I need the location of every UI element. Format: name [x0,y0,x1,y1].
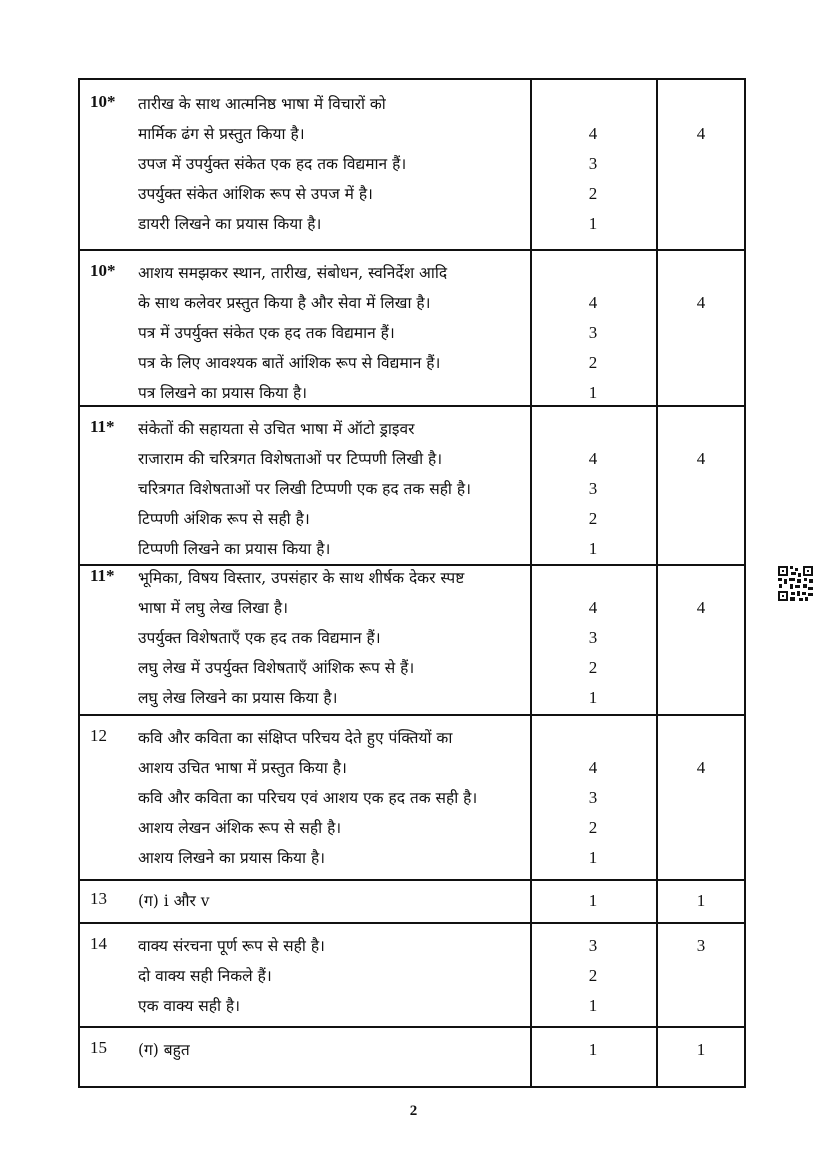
criteria-line: मार्मिक ढंग से प्रस्तुत किया है। [138,125,305,143]
mark-value: 4 [588,293,598,312]
table-row [80,564,744,714]
question-number: 11* [90,566,115,585]
page-number: 2 [409,1103,418,1119]
mark-value: 2 [588,966,598,985]
criteria-text [138,931,519,1021]
criteria-text [138,723,519,873]
criteria-line: के साथ कलेवर प्रस्तुत किया है और सेवा में लिखा है। [138,294,431,312]
criteria-text [138,1035,519,1065]
mark-value: 2 [588,184,598,203]
criteria-line: पत्र लिखने का प्रयास किया है। [138,384,308,402]
criteria-line: कवि और कविता का संक्षिप्त परिचय देते हुए पंक्तियों का [138,729,453,747]
table-row [80,922,744,1026]
criteria-line: राजाराम की चरित्रगत विशेषताओं पर टिप्पणी लिखी है। [138,450,443,468]
criteria-line: भूमिका, विषय विस्तार, उपसंहार के साथ शीर्षक देकर स्पष्ट [138,569,465,587]
marks-column [530,1035,656,1065]
question-number: 11* [90,417,115,436]
mark-value: 3 [588,936,598,955]
mark-value: 2 [588,509,598,528]
criteria-line: कवि और कविता का परिचय एवं आशय एक हद तक सही है। [138,789,478,807]
criteria-line: आशय लेखन अंशिक रूप से सही है। [138,819,342,837]
criteria-line: दो वाक्य सही निकले हैं। [138,967,272,985]
criteria-line: भाषा में लघु लेख लिखा है। [138,599,288,617]
marking-scheme-table [78,78,746,1088]
total-marks: 4 [696,293,706,312]
criteria-line: टिप्पणी अंशिक रूप से सही है। [138,510,310,528]
criteria-line: वाक्य संरचना पूर्ण रूप से सही है। [138,937,325,955]
mark-value: 4 [588,758,598,777]
mark-value: 1 [588,891,598,910]
mark-value: 1 [588,539,598,558]
total-marks: 3 [696,936,706,955]
mark-value: 1 [588,214,598,233]
mark-value: 3 [588,323,598,342]
question-number: 10* [90,92,116,111]
mark-value: 2 [588,818,598,837]
criteria-text [138,89,519,239]
marks-column [530,444,656,564]
criteria-text [138,414,519,564]
mark-value: 2 [588,353,598,372]
question-number: 10* [90,261,116,280]
qr-code-icon [777,565,814,602]
criteria-line: तारीख के साथ आत्मनिष्ठ भाषा में विचारों को [138,95,386,113]
criteria-line: (ग) बहुत [138,1041,190,1059]
table-row [80,80,744,249]
mark-value: 3 [588,788,598,807]
total-marks: 4 [696,449,706,468]
criteria-line: लघु लेख में उपर्युक्त विशेषताएँ आंशिक रूप से हैं। [138,659,415,677]
question-number: 12 [90,726,107,745]
marks-column [530,593,656,713]
marks-column [530,931,656,1021]
criteria-text [138,258,519,408]
mark-value: 1 [588,383,598,402]
criteria-line: उपज में उपर्युक्त संकेत एक हद तक विद्यमान हैं। [138,155,407,173]
criteria-line: आशय समझकर स्थान, तारीख, संबोधन, स्वनिर्देश आदि [138,264,448,282]
mark-value: 4 [588,124,598,143]
question-number: 15 [90,1038,107,1057]
criteria-line: टिप्पणी लिखने का प्रयास किया है। [138,540,331,558]
table-row [80,714,744,879]
total-marks: 1 [696,891,706,910]
criteria-line: लघु लेख लिखने का प्रयास किया है। [138,689,338,707]
criteria-line: पत्र में उपर्युक्त संकेत एक हद तक विद्यमान हैं। [138,324,395,342]
criteria-line: उपर्युक्त संकेत आंशिक रूप से उपज में है। [138,185,373,203]
mark-value: 3 [588,628,598,647]
criteria-line: उपर्युक्त विशेषताएँ एक हद तक विद्यमान हैं। [138,629,381,647]
table-row [80,1026,744,1090]
mark-value: 1 [588,688,598,707]
table-row [80,405,744,564]
total-marks: 1 [696,1040,706,1059]
table-row [80,879,744,922]
criteria-line: डायरी लिखने का प्रयास किया है। [138,215,322,233]
mark-value: 4 [588,598,598,617]
total-marks: 4 [696,758,706,777]
question-number: 13 [90,889,107,908]
criteria-line: संकेतों की सहायता से उचित भाषा में ऑटो ड्राइवर [138,420,415,438]
question-number: 14 [90,934,107,953]
total-marks: 4 [696,598,706,617]
criteria-line: एक वाक्य सही है। [138,997,240,1015]
mark-value: 1 [588,1040,598,1059]
mark-value: 1 [588,996,598,1015]
mark-value: 3 [588,154,598,173]
mark-value: 3 [588,479,598,498]
criteria-line: पत्र के लिए आवश्यक बातें आंशिक रूप से विद्यमान हैं। [138,354,441,372]
criteria-text [138,563,519,713]
criteria-line: आशय लिखने का प्रयास किया है। [138,849,326,867]
marks-column [530,119,656,239]
mark-value: 4 [588,449,598,468]
criteria-line: आशय उचित भाषा में प्रस्तुत किया है। [138,759,347,777]
marks-column [530,886,656,916]
total-marks: 4 [696,124,706,143]
mark-value: 2 [588,658,598,677]
criteria-line: (ग) i और v [138,892,210,910]
mark-value: 1 [588,848,598,867]
criteria-text [138,886,519,916]
marks-column [530,288,656,408]
table-row [80,249,744,405]
marks-column [530,753,656,873]
criteria-line: चरित्रगत विशेषताओं पर लिखी टिप्पणी एक हद तक सही है। [138,480,471,498]
